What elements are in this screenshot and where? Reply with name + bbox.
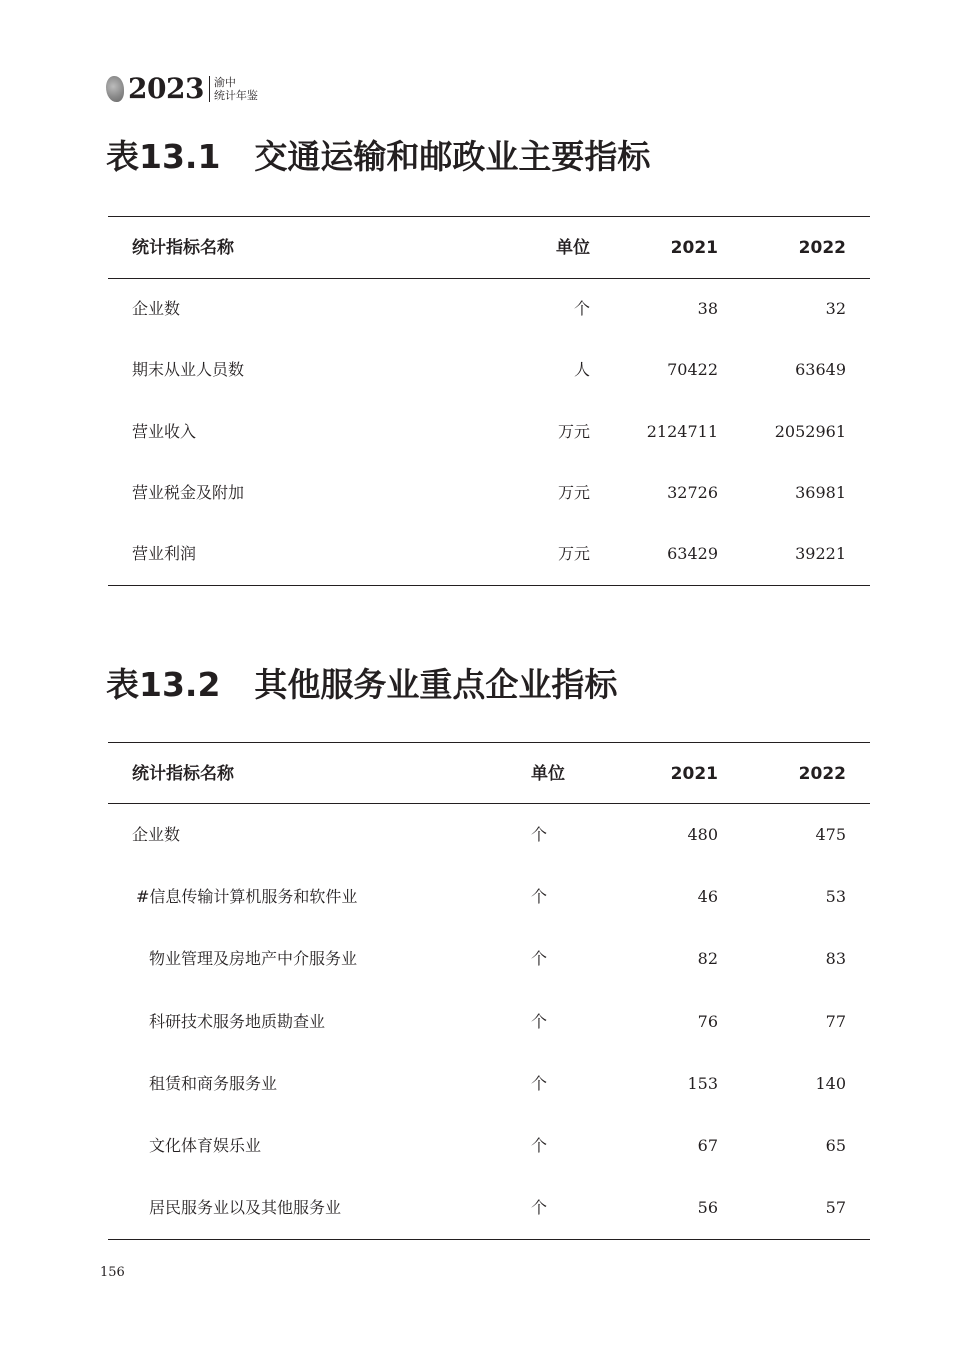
table-row bbox=[108, 297, 870, 321]
yearbook-logo-icon bbox=[106, 76, 124, 102]
row-name: 营业利润 bbox=[132, 544, 197, 563]
row-unit: 个 bbox=[531, 1012, 548, 1031]
row-unit: 个 bbox=[531, 1136, 548, 1155]
row-value-2021: 82 bbox=[697, 949, 718, 968]
row-name: #信息传输计算机服务和软件业 bbox=[136, 887, 358, 906]
row-name: 企业数 bbox=[132, 825, 181, 844]
table-row bbox=[108, 1134, 870, 1158]
header-line-2: 统计年鉴 bbox=[213, 89, 258, 102]
row-name: 营业税金及附加 bbox=[132, 483, 245, 502]
running-header bbox=[106, 72, 258, 106]
table-row bbox=[108, 420, 870, 444]
row-value-2021: 56 bbox=[697, 1198, 718, 1217]
row-unit: 个 bbox=[531, 825, 548, 844]
table2-number: 表13.2 bbox=[106, 665, 221, 704]
row-unit: 个 bbox=[531, 887, 548, 906]
header-line-1: 渝中 bbox=[213, 76, 236, 89]
row-unit: 个 bbox=[531, 949, 548, 968]
row-unit: 个 bbox=[531, 1074, 548, 1093]
table1-title bbox=[106, 137, 650, 177]
table-row bbox=[108, 358, 870, 382]
row-value-2022: 475 bbox=[815, 825, 846, 844]
row-unit: 万元 bbox=[557, 483, 590, 502]
row-name: 企业数 bbox=[132, 299, 181, 318]
table-row bbox=[108, 1196, 870, 1220]
table1-top-rule bbox=[108, 216, 870, 217]
col-name-header: 统计指标名称 bbox=[132, 238, 234, 258]
row-name: 文化体育娱乐业 bbox=[149, 1136, 262, 1155]
row-unit: 万元 bbox=[557, 544, 590, 563]
table-row bbox=[108, 885, 870, 909]
row-value-2021: 76 bbox=[697, 1012, 718, 1031]
table-row bbox=[108, 1010, 870, 1034]
row-value-2022: 77 bbox=[825, 1012, 846, 1031]
col-unit-header: 单位 bbox=[556, 238, 590, 258]
table-row bbox=[108, 947, 870, 971]
row-name: 营业收入 bbox=[132, 422, 197, 441]
row-value-2022: 83 bbox=[825, 949, 846, 968]
table-row bbox=[108, 1072, 870, 1096]
row-value-2021: 67 bbox=[697, 1136, 718, 1155]
table2-bottom-rule bbox=[108, 1239, 870, 1240]
row-value-2022: 65 bbox=[825, 1136, 846, 1155]
row-unit: 万元 bbox=[557, 422, 590, 441]
row-name: 居民服务业以及其他服务业 bbox=[149, 1198, 342, 1217]
row-name: 租赁和商务服务业 bbox=[149, 1074, 278, 1093]
row-value-2021: 2124711 bbox=[646, 422, 718, 441]
row-value-2022: 32 bbox=[825, 299, 846, 318]
row-unit: 个 bbox=[531, 1198, 548, 1217]
header-divider bbox=[209, 76, 210, 102]
table2-header-row bbox=[108, 762, 870, 786]
table2-title-text: 其他服务业重点企业指标 bbox=[254, 665, 618, 704]
col-name-header: 统计指标名称 bbox=[132, 764, 234, 784]
row-value-2022: 2052961 bbox=[774, 422, 846, 441]
table2-header-rule bbox=[108, 803, 870, 804]
row-value-2022: 63649 bbox=[795, 360, 846, 379]
col-2022-header: 2022 bbox=[798, 764, 846, 784]
table2-title bbox=[106, 665, 617, 705]
row-unit: 个 bbox=[573, 299, 590, 318]
row-value-2021: 480 bbox=[687, 825, 718, 844]
row-value-2022: 36981 bbox=[795, 483, 846, 502]
header-year: 2023 bbox=[128, 72, 204, 105]
row-value-2021: 32726 bbox=[667, 483, 718, 502]
row-value-2021: 46 bbox=[697, 887, 718, 906]
table-row bbox=[108, 823, 870, 847]
row-name: 科研技术服务地质勘查业 bbox=[149, 1012, 326, 1031]
table1-bottom-rule bbox=[108, 585, 870, 586]
row-value-2021: 70422 bbox=[667, 360, 718, 379]
row-value-2022: 57 bbox=[825, 1198, 846, 1217]
col-2022-header: 2022 bbox=[798, 238, 846, 258]
col-unit-header: 单位 bbox=[531, 764, 565, 784]
row-name: 期末从业人员数 bbox=[132, 360, 245, 379]
row-value-2021: 153 bbox=[687, 1074, 718, 1093]
row-value-2022: 39221 bbox=[795, 544, 846, 563]
table1-header-row bbox=[108, 236, 870, 260]
header-subtitle bbox=[214, 76, 258, 102]
table1-title-text: 交通运输和邮政业主要指标 bbox=[254, 137, 651, 176]
table-row bbox=[108, 481, 870, 505]
table1-header-rule bbox=[108, 278, 870, 279]
row-value-2022: 53 bbox=[825, 887, 846, 906]
table2-top-rule bbox=[108, 742, 870, 743]
table1-number: 表13.1 bbox=[106, 137, 221, 176]
table-row bbox=[108, 542, 870, 566]
row-name: 物业管理及房地产中介服务业 bbox=[149, 949, 358, 968]
col-2021-header: 2021 bbox=[670, 238, 718, 258]
row-value-2021: 38 bbox=[697, 299, 718, 318]
col-2021-header: 2021 bbox=[670, 764, 718, 784]
row-unit: 人 bbox=[573, 360, 590, 379]
row-value-2021: 63429 bbox=[667, 544, 718, 563]
page-number: 156 bbox=[100, 1265, 125, 1280]
row-value-2022: 140 bbox=[815, 1074, 846, 1093]
